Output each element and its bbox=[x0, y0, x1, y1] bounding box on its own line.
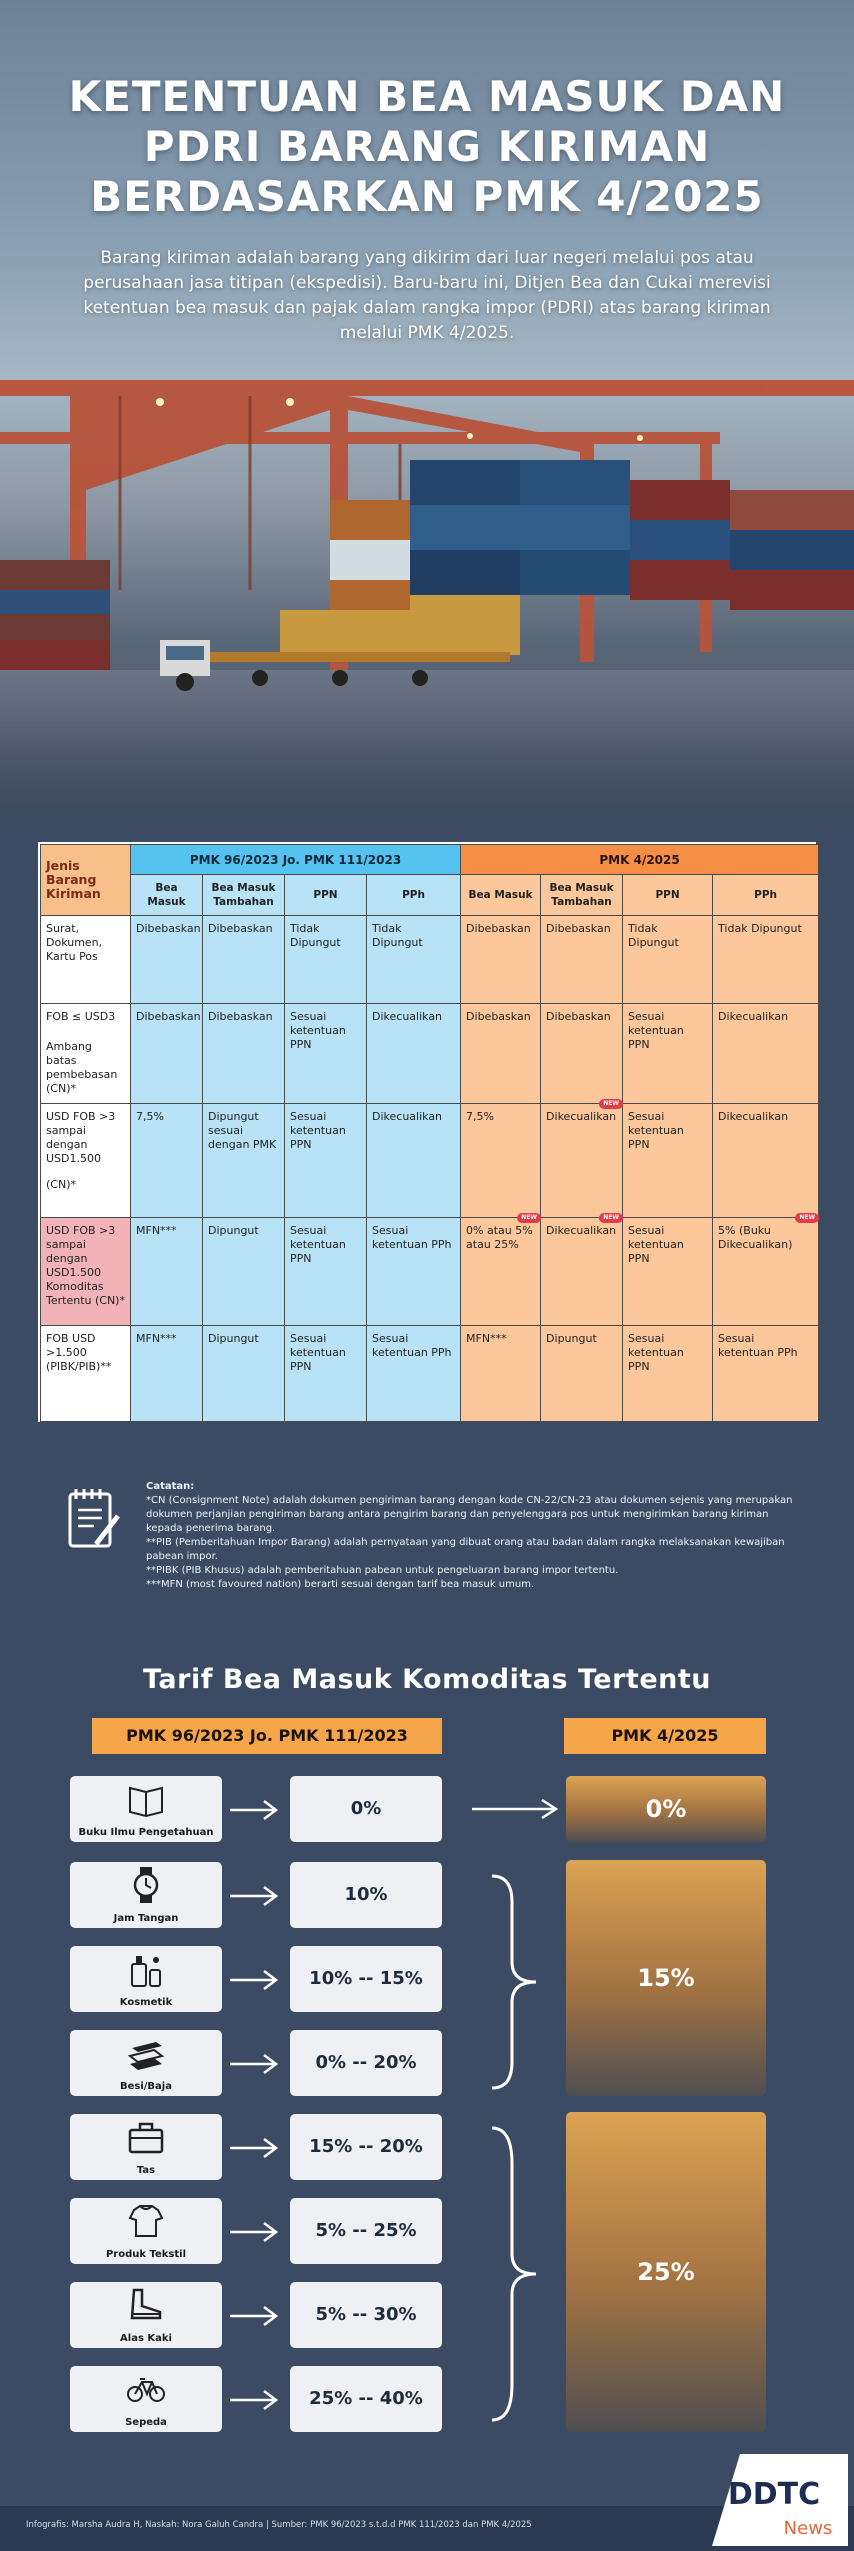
table-cell: Dibebaskan bbox=[131, 916, 203, 1004]
commodity-label: Sepeda bbox=[125, 2417, 167, 2428]
table-cell: MFN*** bbox=[131, 1326, 203, 1422]
table-cell: Sesuai ketentuan PPN bbox=[623, 1004, 713, 1104]
table-cell: Sesuai ketentuan PPN bbox=[623, 1326, 713, 1422]
textile-icon bbox=[126, 2202, 166, 2240]
table-row bbox=[41, 1004, 819, 1104]
arrow-right-icon bbox=[228, 2304, 280, 2328]
new-regulation-header: PMK 4/2025 bbox=[564, 1718, 766, 1754]
book-icon bbox=[126, 1780, 166, 1818]
table-cell: 7,5% bbox=[131, 1104, 203, 1218]
old-rate-card: 25% -- 40% bbox=[290, 2366, 442, 2432]
table-row bbox=[41, 1218, 819, 1326]
sub-header: PPh bbox=[713, 875, 819, 916]
row-label: USD FOB >3 sampai dengan USD1.500 Komoditas Tertentu (CN)* bbox=[41, 1218, 131, 1326]
logo-text: DDTC bbox=[727, 2477, 821, 2512]
table-cell: Tidak Dipungut bbox=[285, 916, 367, 1004]
commodity-card bbox=[70, 2366, 222, 2432]
notes-title: Catatan: bbox=[146, 1481, 195, 1492]
col-header-jenis: Jenis Barang Kiriman bbox=[41, 845, 131, 916]
table-row bbox=[41, 1104, 819, 1218]
table-cell: Dibebaskan bbox=[203, 916, 285, 1004]
table-cell: Sesuai ketentuan PPh bbox=[713, 1326, 819, 1422]
sub-header: Bea Masuk Tambahan bbox=[203, 875, 285, 916]
sub-header: PPN bbox=[623, 875, 713, 916]
table-cell: Tidak Dipungut bbox=[623, 916, 713, 1004]
old-rate-card: 5% -- 25% bbox=[290, 2198, 442, 2264]
page-title: KETENTUAN BEA MASUK DAN PDRI BARANG KIRIMAN BERDASARKAN PMK 4/2025 bbox=[68, 72, 786, 221]
footer-credit: Infografis: Marsha Audra H, Naskah: Nora Galuh Candra | Sumber: PMK 96/2023 s.t.d.d PMK 111/2023 dan PMK 4/2025 bbox=[26, 2520, 532, 2530]
note-line: ***MFN (most favoured nation) berarti sesuai dengan tarif bea masuk umum. bbox=[146, 1579, 535, 1590]
table-cell: Sesuai ketentuan PPN bbox=[285, 1104, 367, 1218]
commodity-card bbox=[70, 1862, 222, 1928]
new-rate-card: 25% bbox=[566, 2112, 766, 2432]
notes-section bbox=[66, 1480, 796, 1590]
table-cell bbox=[541, 1214, 623, 1326]
old-rate-card: 15% -- 20% bbox=[290, 2114, 442, 2180]
table-cell: MFN*** bbox=[461, 1326, 541, 1422]
hero-section bbox=[0, 0, 854, 820]
arrow-right-icon bbox=[228, 2220, 280, 2244]
row-label-main: USD FOB >3 sampai dengan USD1.500 bbox=[46, 1110, 116, 1165]
table-cell: 7,5% bbox=[461, 1104, 541, 1218]
row-label-sub: (CN)* bbox=[46, 1178, 76, 1191]
commodity-label: Besi/Baja bbox=[120, 2081, 172, 2092]
arrow-right-icon bbox=[228, 1968, 280, 1992]
old-regulation-header: PMK 96/2023 Jo. PMK 111/2023 bbox=[92, 1718, 442, 1754]
arrow-right-icon bbox=[228, 1798, 280, 1822]
table-cell: Dibebaskan bbox=[541, 1004, 623, 1104]
regulation-table bbox=[38, 842, 816, 1422]
table-cell: Sesuai ketentuan PPN bbox=[623, 1104, 713, 1218]
arrow-right-icon bbox=[228, 2052, 280, 2076]
sub-header: Bea Masuk bbox=[461, 875, 541, 916]
table-cell: Sesuai ketentuan PPN bbox=[623, 1218, 713, 1326]
old-rate-card: 10% bbox=[290, 1862, 442, 1928]
table-row bbox=[41, 916, 819, 1004]
table-cell: Dikecualikan bbox=[367, 1004, 461, 1104]
new-badge: NEW bbox=[599, 1099, 623, 1109]
cell-text: Dikecualikan bbox=[546, 1110, 617, 1123]
sub-header: PPN bbox=[285, 875, 367, 916]
ddtc-news-logo bbox=[712, 2454, 848, 2546]
document-note-icon bbox=[66, 1486, 122, 1552]
table-cell: Sesuai ketentuan PPN bbox=[285, 1004, 367, 1104]
row-label bbox=[41, 1004, 131, 1104]
row-label-main: FOB ≤ USD3 bbox=[46, 1010, 116, 1023]
group-brace-icon bbox=[488, 2124, 548, 2424]
commodity-label: Kosmetik bbox=[119, 1997, 173, 2008]
sub-header: PPh bbox=[367, 875, 461, 916]
group-header-new: PMK 4/2025 bbox=[461, 845, 819, 875]
table-cell: Sesuai ketentuan PPN bbox=[285, 1218, 367, 1326]
commodity-card bbox=[70, 1946, 222, 2012]
cosmetic-icon bbox=[126, 1950, 166, 1988]
commodity-card bbox=[70, 2282, 222, 2348]
table-cell: Sesuai ketentuan PPh bbox=[367, 1326, 461, 1422]
table-cell: Dipungut bbox=[541, 1326, 623, 1422]
table-cell: Tidak Dipungut bbox=[367, 916, 461, 1004]
table-cell bbox=[461, 1214, 541, 1326]
table-cell: Dipungut sesuai dengan PMK bbox=[203, 1104, 285, 1218]
new-rate-card: 15% bbox=[566, 1860, 766, 2096]
bicycle-icon bbox=[126, 2370, 166, 2408]
arrow-right-icon bbox=[228, 2388, 280, 2412]
cell-text: 0% atau 5% atau 25% bbox=[466, 1224, 533, 1251]
commodity-label: Tas bbox=[136, 2165, 156, 2176]
sub-header: Bea Masuk bbox=[131, 875, 203, 916]
commodity-card bbox=[70, 2030, 222, 2096]
table-cell: Tidak Dipungut bbox=[713, 916, 819, 1004]
table-cell: MFN*** bbox=[131, 1218, 203, 1326]
table-cell: Dibebaskan bbox=[461, 1004, 541, 1104]
bag-icon bbox=[126, 2118, 166, 2156]
intro-paragraph: Barang kiriman adalah barang yang dikirim dari luar negeri melalui pos atau perusahaan jasa titipan (ekspedisi). Baru-baru ini, Ditjen Bea dan Cukai merevisi ketentuan bea masuk dan pajak dalam rangka impor (PDRI) atas barang kiriman melalui PMK 4/2025. bbox=[83, 248, 771, 343]
row-label-sub: Ambang batas pembebasan (CN)* bbox=[46, 1040, 118, 1095]
row-label bbox=[41, 1104, 131, 1218]
logo-subtext: News bbox=[783, 2518, 833, 2539]
old-rate-card: 0% bbox=[290, 1776, 442, 1842]
table-cell: Sesuai ketentuan PPh bbox=[367, 1218, 461, 1326]
notes-text bbox=[146, 1480, 796, 1592]
new-badge: NEW bbox=[795, 1213, 819, 1223]
new-rate-card: 0% bbox=[566, 1776, 766, 1842]
new-badge: NEW bbox=[517, 1213, 541, 1223]
commodity-label: Jam Tangan bbox=[113, 1913, 179, 1924]
commodity-card bbox=[70, 2198, 222, 2264]
cell-text: 5% (Buku Dikecualikan) bbox=[718, 1224, 793, 1251]
port-scene-illustration bbox=[0, 340, 854, 820]
commodity-card bbox=[70, 1776, 222, 1842]
group-header-old: PMK 96/2023 Jo. PMK 111/2023 bbox=[131, 845, 461, 875]
commodity-label: Alas Kaki bbox=[120, 2333, 172, 2344]
arrow-right-icon bbox=[228, 2136, 280, 2160]
table-cell: Dikecualikan bbox=[367, 1104, 461, 1218]
table-cell: Dikecualikan bbox=[713, 1104, 819, 1218]
old-rate-card: 5% -- 30% bbox=[290, 2282, 442, 2348]
commodity-label: Produk Tekstil bbox=[105, 2249, 187, 2260]
table-cell bbox=[541, 1100, 623, 1218]
commodity-label: Buku Ilmu Pengetahuan bbox=[78, 1827, 214, 1838]
table-cell: Dibebaskan bbox=[131, 1004, 203, 1104]
table-cell: Dikecualikan bbox=[713, 1004, 819, 1104]
arrow-right-icon bbox=[228, 1884, 280, 1908]
note-line: **PIBK (PIB Khusus) adalah pemberitahuan pabean untuk pengeluaran barang impor tertentu. bbox=[146, 1565, 619, 1576]
watch-icon bbox=[126, 1866, 166, 1904]
table-cell: Dibebaskan bbox=[203, 1004, 285, 1104]
row-label: FOB USD >1.500 (PIBK/PIB)** bbox=[41, 1326, 131, 1422]
sub-header: Bea Masuk Tambahan bbox=[541, 875, 623, 916]
table-cell: Dipungut bbox=[203, 1326, 285, 1422]
new-badge: NEW bbox=[599, 1213, 623, 1223]
cell-text: Dikecualikan bbox=[546, 1224, 617, 1237]
tariff-title: Tarif Bea Masuk Komoditas Tertentu bbox=[142, 1664, 711, 1695]
group-brace-icon bbox=[488, 1872, 548, 2092]
shoe-icon bbox=[126, 2286, 166, 2324]
table-cell: Dipungut bbox=[203, 1218, 285, 1326]
table-cell: Dibebaskan bbox=[541, 916, 623, 1004]
old-rate-card: 10% -- 15% bbox=[290, 1946, 442, 2012]
table-cell: Sesuai ketentuan PPN bbox=[285, 1326, 367, 1422]
table-cell: Dibebaskan bbox=[461, 916, 541, 1004]
note-line: **PIB (Pemberitahuan Impor Barang) adalah pernyataan yang dibuat orang atau badan dalam rangka melaksanakan kewajiban pabean impor. bbox=[146, 1537, 785, 1562]
commodity-card bbox=[70, 2114, 222, 2180]
table-row bbox=[41, 1326, 819, 1422]
old-rate-card: 0% -- 20% bbox=[290, 2030, 442, 2096]
table-cell bbox=[713, 1214, 819, 1326]
row-label: Surat, Dokumen, Kartu Pos bbox=[41, 916, 131, 1004]
steel-icon bbox=[126, 2034, 166, 2072]
arrow-right-icon bbox=[470, 1797, 560, 1821]
note-line: *CN (Consignment Note) adalah dokumen pengiriman barang dengan kode CN-22/CN-23 atau dokumen sejenis yang merupakan dokumen perjanjian pengiriman barang antara pengirim barang dan penyelenggara pos untuk mengirimkan barang kiriman kepada penerima barang. bbox=[146, 1495, 793, 1534]
